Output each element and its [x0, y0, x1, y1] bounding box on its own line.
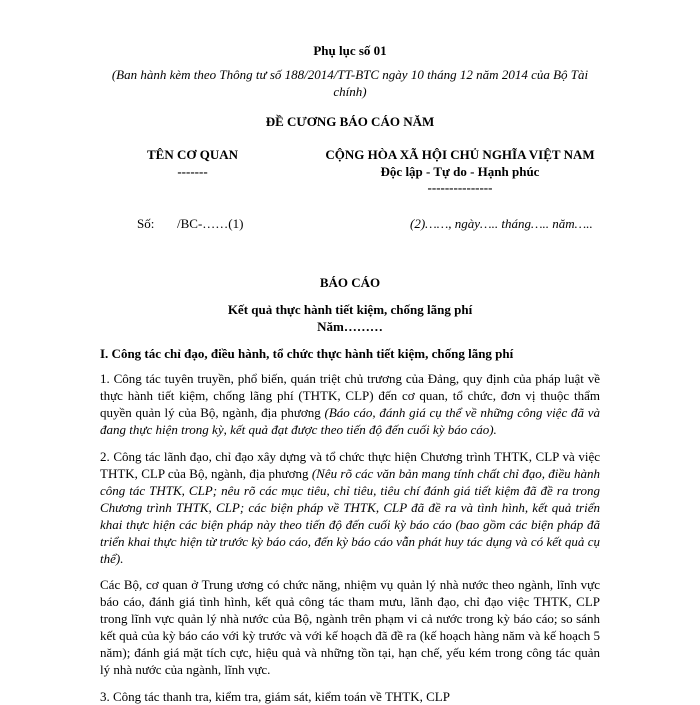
- report-subtitle: Kết quả thực hành tiết kiệm, chống lãng phí: [227, 302, 473, 317]
- paragraph-2-text: 2. Công tác lãnh đạo, chỉ đạo xây dựng và tổ chức thực hiện Chương trình THTK, CLP và việc THTK, CLP của Bộ, ngành, địa phương: [100, 449, 600, 481]
- paragraph-1-note: (Báo cáo, đánh giá cụ thể về những công việc đã và đang thực hiện trong kỳ, kết quả đạt được theo tiến độ đến cuối kỳ báo cáo).: [100, 405, 601, 437]
- place-date: (2)……, ngày….. tháng….. năm…..: [410, 216, 593, 231]
- paragraph-1-text: 1. Công tác tuyên truyền, phổ biến, quán triệt chủ trương của Đảng, quy định của pháp luật về thực hành tiết kiệm, chống lãng phí (THTK, CLP) đến cơ quan, tổ chức, đơn vị thuộc thẩm quyền quản lý của Bộ, ngành, địa phương: [100, 371, 600, 420]
- issued-note: (Ban hành kèm theo Thông tư số 188/2014/TT-BTC ngày 10 tháng 12 năm 2014 của Bộ Tài chính): [111, 67, 589, 99]
- number-value: /BC-……(1): [177, 216, 244, 231]
- paragraph-4: 3. Công tác thanh tra, kiểm tra, giám sát, kiểm toán về THTK, CLP: [100, 689, 450, 704]
- paragraph-3: Các Bộ, cơ quan ở Trung ương có chức năng, nhiệm vụ quản lý nhà nước theo ngành, lĩnh vực báo cáo, đánh giá tình hình, kết quả công tác tham mưu, lãnh đạo, chỉ đạo việc THTK, CLP trong lĩnh vực quản lý nhà nước của Bộ, ngành trên phạm vi cả nước trong kỳ báo cáo; so sánh kết quả của kỳ báo cáo với kỳ trước và với kế hoạch đã đề ra (kế hoạch hàng năm và kế hoạch 5 năm); đánh giá mặt tích cực, hiệu quả và những tồn tại, hạn chế, yếu kém trong công tác quản lý nhà nước của ngành, lĩnh vực.: [100, 577, 600, 677]
- paragraph-2: [100, 448, 600, 567]
- appendix-label: Phụ lục số 01: [313, 43, 387, 58]
- republic-dashes: ---------------: [427, 180, 493, 195]
- outline-title: ĐỀ CƯƠNG BÁO CÁO NĂM: [265, 114, 435, 129]
- republic-motto: Độc lập - Tự do - Hạnh phúc: [380, 164, 540, 179]
- paragraph-2-note: (Nêu rõ các văn bản mang tính chất chỉ đạo, điều hành công tác THTK, CLP; nêu rõ các mục tiêu, chỉ tiêu, tiêu chí đánh giá tiết kiệm đã đề ra trong Chương trình THTK, CLP; các biện pháp về THTK, CLP đã đề ra và tình hình, kết quả triển khai thực hiện các biện pháp này theo tiến độ đến cuối kỳ báo cáo (bao gồm các biện pháp đã triển khai thực hiện từ trước kỳ báo cáo, đến kỳ báo cáo vẫn phát huy tác dụng và có kết quả cụ thể).: [100, 466, 600, 566]
- number-label: Số:: [137, 216, 155, 231]
- paragraph-1: [100, 370, 600, 438]
- report-year: Năm………: [317, 319, 383, 334]
- republic-name: CỘNG HÒA XÃ HỘI CHỦ NGHĨA VIỆT NAM: [325, 147, 595, 162]
- report-title: BÁO CÁO: [319, 275, 381, 290]
- agency-dashes: -------: [177, 164, 208, 179]
- section-heading: I. Công tác chỉ đạo, điều hành, tổ chức thực hành tiết kiệm, chống lãng phí: [100, 346, 514, 361]
- agency-name: TÊN CƠ QUAN: [146, 147, 238, 162]
